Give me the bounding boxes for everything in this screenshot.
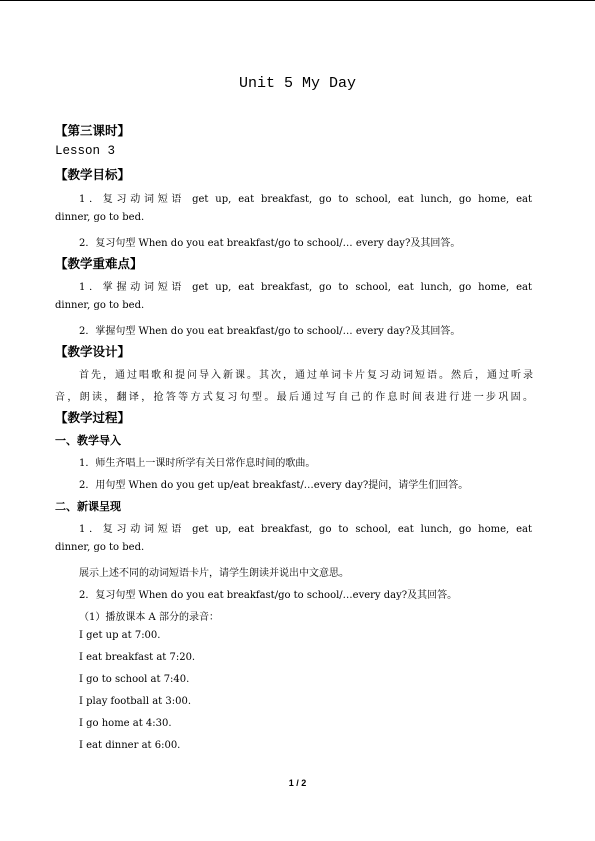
sentence-1: I get up at 7:00. (79, 630, 161, 641)
part-1-step-1: 1．师生齐唱上一课时所学有关日常作息时间的歌曲。 (79, 458, 316, 469)
part-1-heading: 一、教学导入 (55, 434, 121, 447)
section-header-period: 【第三课时】 (55, 123, 131, 138)
page-title: Unit 5 My Day (238, 75, 357, 92)
part-2-step-2: 2．复习句型 When do you eat breakfast/go to school/…every day?及其回答。 (79, 590, 458, 601)
sentence-2: I eat breakfast at 7:20. (79, 652, 196, 663)
part-1-step-2: 2．用句型 When do you get up/eat breakfast/…every day?提问，请学生们回答。 (79, 480, 469, 491)
sentence-3: I go to school at 7:40. (79, 674, 190, 685)
section-header-design: 【教学设计】 (55, 344, 131, 359)
design-line-2: 音，朗读，翻译，抢答等方式复习句型。最后通过写自己的作息时间表进行进一步巩固。 (55, 392, 533, 403)
part-2-heading: 二、新课呈现 (55, 500, 121, 513)
part-2-step-2-sub-1: （1）播放课本 A 部分的录音： (79, 612, 219, 623)
sentence-4: I play football at 3:00. (79, 696, 192, 707)
section-header-key-points: 【教学重难点】 (55, 256, 143, 271)
part-2-step-1-line-b: dinner, go to bed. (55, 542, 145, 553)
goal-1-line-b: dinner, go to bed. (55, 212, 145, 223)
goal-1-line-a: 1．复习动词短语 get up, eat breakfast, go to school, eat lunch, go home, eat (79, 194, 532, 205)
part-2-step-1-line-a: 1．复习动词短语 get up, eat breakfast, go to school, eat lunch, go home, eat (79, 524, 532, 535)
lesson-label: Lesson 3 (55, 144, 116, 158)
part-2-step-1-note: 展示上述不同的动词短语卡片，请学生朗读并说出中文意思。 (79, 568, 349, 579)
goal-2: 2．复习句型 When do you eat breakfast/go to school/… every day?及其回答。 (79, 238, 461, 249)
section-header-process: 【教学过程】 (55, 410, 131, 425)
section-header-goals: 【教学目标】 (55, 167, 131, 182)
key-2: 2．掌握句型 When do you eat breakfast/go to school/… every day?及其回答。 (79, 326, 461, 337)
sentence-5: I go home at 4:30. (79, 718, 172, 729)
design-line-1: 首先，通过唱歌和提问导入新课。其次，通过单词卡片复习动词短语。然后，通过听录 (79, 370, 533, 381)
page-number: 1 / 2 (288, 778, 307, 788)
sentence-6: I eat dinner at 6:00. (79, 740, 181, 751)
key-1-line-b: dinner, go to bed. (55, 300, 145, 311)
key-1-line-a: 1．掌握动词短语 get up, eat breakfast, go to school, eat lunch, go home, eat (79, 282, 532, 293)
